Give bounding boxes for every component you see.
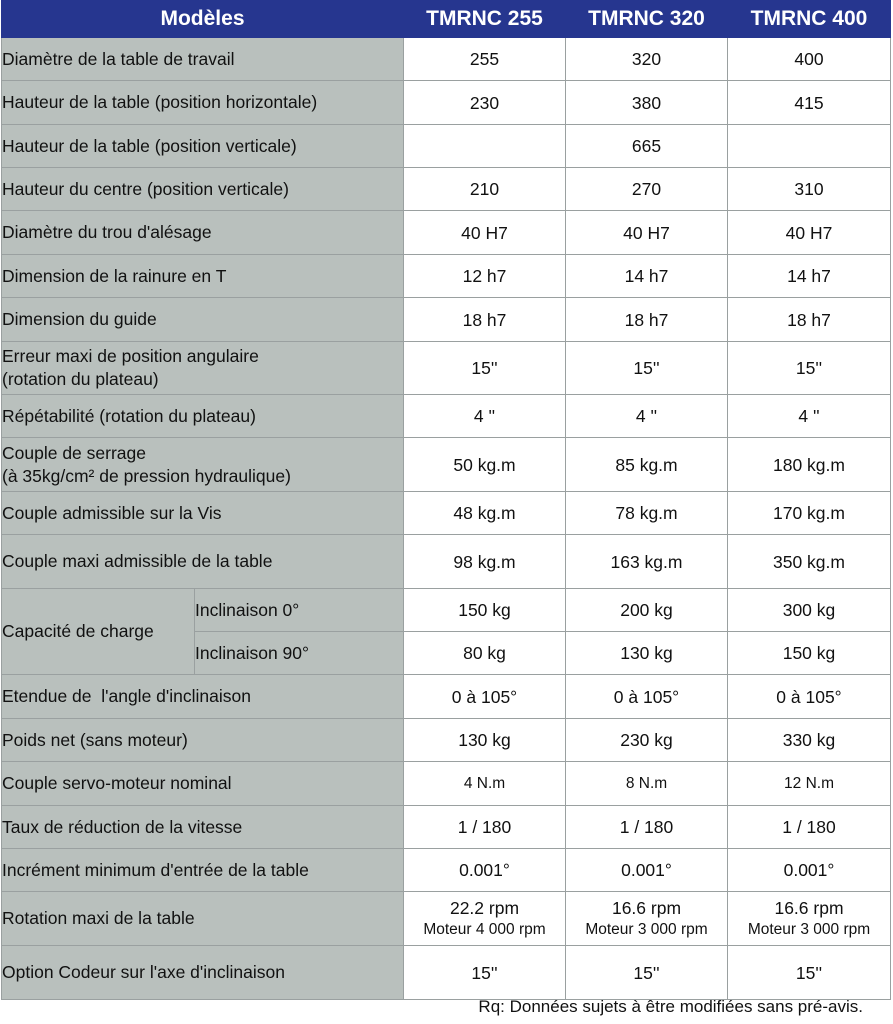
value-cell: 150 kg: [404, 589, 566, 632]
value-cell: 310: [728, 168, 891, 211]
table-row: [2, 762, 891, 806]
table-row: [2, 168, 891, 211]
row-label: Hauteur de la table (position verticale): [2, 125, 404, 168]
value-cell: 15'': [566, 946, 728, 1000]
value-cell: [404, 125, 566, 168]
value-cell: 40 H7: [566, 211, 728, 255]
row-label-line2: (rotation du plateau): [2, 369, 159, 389]
table-row: [2, 675, 891, 719]
value-cell: 40 H7: [728, 211, 891, 255]
table-row: [2, 535, 891, 589]
value-cell: 80 kg: [404, 632, 566, 675]
row-label: Dimension du guide: [2, 298, 404, 342]
table-row: [2, 946, 891, 1000]
header-row: [2, 1, 891, 38]
motor-value: Moteur 4 000 rpm: [423, 920, 546, 938]
rpm-value: 22.2 rpm: [449, 897, 520, 918]
value-cell: [728, 125, 891, 168]
value-cell: 0 à 105°: [404, 675, 566, 719]
value-cell: 15'': [728, 946, 891, 1000]
value-cell: 400: [728, 38, 891, 81]
value-cell: 210: [404, 168, 566, 211]
value-cell: 15'': [404, 946, 566, 1000]
table-row: [2, 38, 891, 81]
value-cell: 320: [566, 38, 728, 81]
value-cell: 50 kg.m: [404, 438, 566, 492]
motor-value: Moteur 3 000 rpm: [585, 920, 708, 938]
value-cell: 665: [566, 125, 728, 168]
value-cell: 1 / 180: [728, 806, 891, 849]
value-cell: 98 kg.m: [404, 535, 566, 589]
value-cell: 1 / 180: [566, 806, 728, 849]
value-cell: 380: [566, 81, 728, 125]
row-label: Couple maxi admissible de la table: [2, 535, 404, 589]
row-label: [2, 342, 404, 395]
value-cell: 85 kg.m: [566, 438, 728, 492]
value-cell: 163 kg.m: [566, 535, 728, 589]
value-cell: 78 kg.m: [566, 492, 728, 535]
table-row: [2, 892, 891, 946]
value-cell: 18 h7: [404, 298, 566, 342]
table-row: [2, 849, 891, 892]
table-row: [2, 125, 891, 168]
value-cell: 150 kg: [728, 632, 891, 675]
spec-table: [1, 0, 891, 1000]
value-cell: 18 h7: [566, 298, 728, 342]
value-cell: 170 kg.m: [728, 492, 891, 535]
value-cell: 230 kg: [566, 719, 728, 762]
row-label: Hauteur du centre (position verticale): [2, 168, 404, 211]
value-cell: [728, 892, 891, 946]
value-cell: 0 à 105°: [728, 675, 891, 719]
rpm-value: 16.6 rpm: [611, 897, 682, 918]
value-cell: 15'': [728, 342, 891, 395]
row-label: Rotation maxi de la table: [2, 892, 404, 946]
rpm-value: 16.6 rpm: [774, 897, 844, 918]
row-label: Répétabilité (rotation du plateau): [2, 395, 404, 438]
table-row: [2, 255, 891, 298]
row-label-line2: (à 35kg/cm² de pression hydraulique): [2, 465, 291, 486]
table-row: [2, 806, 891, 849]
table-row: [2, 719, 891, 762]
value-cell: 350 kg.m: [728, 535, 891, 589]
model-header-255: TMRNC 255: [404, 1, 566, 38]
value-cell: 130 kg: [566, 632, 728, 675]
row-label: Capacité de charge: [2, 589, 195, 675]
table-row: [2, 438, 891, 492]
row-label: Hauteur de la table (position horizontale): [2, 81, 404, 125]
value-cell: 12 h7: [404, 255, 566, 298]
table-row: [2, 395, 891, 438]
disclaimer-note: Rq: Données sujets à être modifiées sans pré-avis.: [478, 997, 863, 1016]
value-cell: 330 kg: [728, 719, 891, 762]
row-label: Dimension de la rainure en T: [2, 255, 404, 298]
row-label: Couple admissible sur la Vis: [2, 492, 404, 535]
row-label: Diamètre de la table de travail: [2, 38, 404, 81]
value-cell: 14 h7: [566, 255, 728, 298]
value-cell: 270: [566, 168, 728, 211]
table-row: [2, 342, 891, 395]
value-cell: 4 '': [728, 395, 891, 438]
value-cell: 415: [728, 81, 891, 125]
value-cell: 48 kg.m: [404, 492, 566, 535]
motor-value: Moteur 3 000 rpm: [747, 920, 871, 938]
row-label: Incrément minimum d'entrée de la table: [2, 849, 404, 892]
value-cell: 0.001°: [566, 849, 728, 892]
model-header-320: TMRNC 320: [566, 1, 728, 38]
value-cell: 12 N.m: [728, 762, 891, 806]
table-row: [2, 211, 891, 255]
row-label: Taux de réduction de la vitesse: [2, 806, 404, 849]
value-cell: 8 N.m: [566, 762, 728, 806]
value-cell: 4 '': [566, 395, 728, 438]
value-cell: 200 kg: [566, 589, 728, 632]
table-row: [2, 492, 891, 535]
row-label: Poids net (sans moteur): [2, 719, 404, 762]
sub-label: Inclinaison 90°: [195, 632, 404, 675]
value-cell: [404, 892, 566, 946]
value-cell: 40 H7: [404, 211, 566, 255]
value-cell: 18 h7: [728, 298, 891, 342]
value-cell: 15'': [566, 342, 728, 395]
value-cell: 230: [404, 81, 566, 125]
row-label: Couple servo-moteur nominal: [2, 762, 404, 806]
value-cell: 4 '': [404, 395, 566, 438]
row-label-line1: Couple de serrage: [2, 442, 146, 463]
value-cell: 130 kg: [404, 719, 566, 762]
value-cell: 0.001°: [728, 849, 891, 892]
value-cell: 180 kg.m: [728, 438, 891, 492]
value-cell: 14 h7: [728, 255, 891, 298]
model-header-400: TMRNC 400: [728, 1, 891, 38]
value-cell: 255: [404, 38, 566, 81]
row-label: Etendue de l'angle d'inclinaison: [2, 675, 404, 719]
row-label: [2, 438, 404, 492]
value-cell: 1 / 180: [404, 806, 566, 849]
value-cell: 4 N.m: [404, 762, 566, 806]
row-label: Option Codeur sur l'axe d'inclinaison: [2, 946, 404, 1000]
value-cell: 300 kg: [728, 589, 891, 632]
models-header: Modèles: [2, 1, 404, 38]
value-cell: [566, 892, 728, 946]
sub-label: Inclinaison 0°: [195, 589, 404, 632]
table-row: [2, 298, 891, 342]
value-cell: 0.001°: [404, 849, 566, 892]
value-cell: 0 à 105°: [566, 675, 728, 719]
row-label-line1: Erreur maxi de position angulaire: [2, 346, 259, 366]
table-row: [2, 589, 891, 632]
value-cell: 15'': [404, 342, 566, 395]
table-row: [2, 81, 891, 125]
row-label: Diamètre du trou d'alésage: [2, 211, 404, 255]
